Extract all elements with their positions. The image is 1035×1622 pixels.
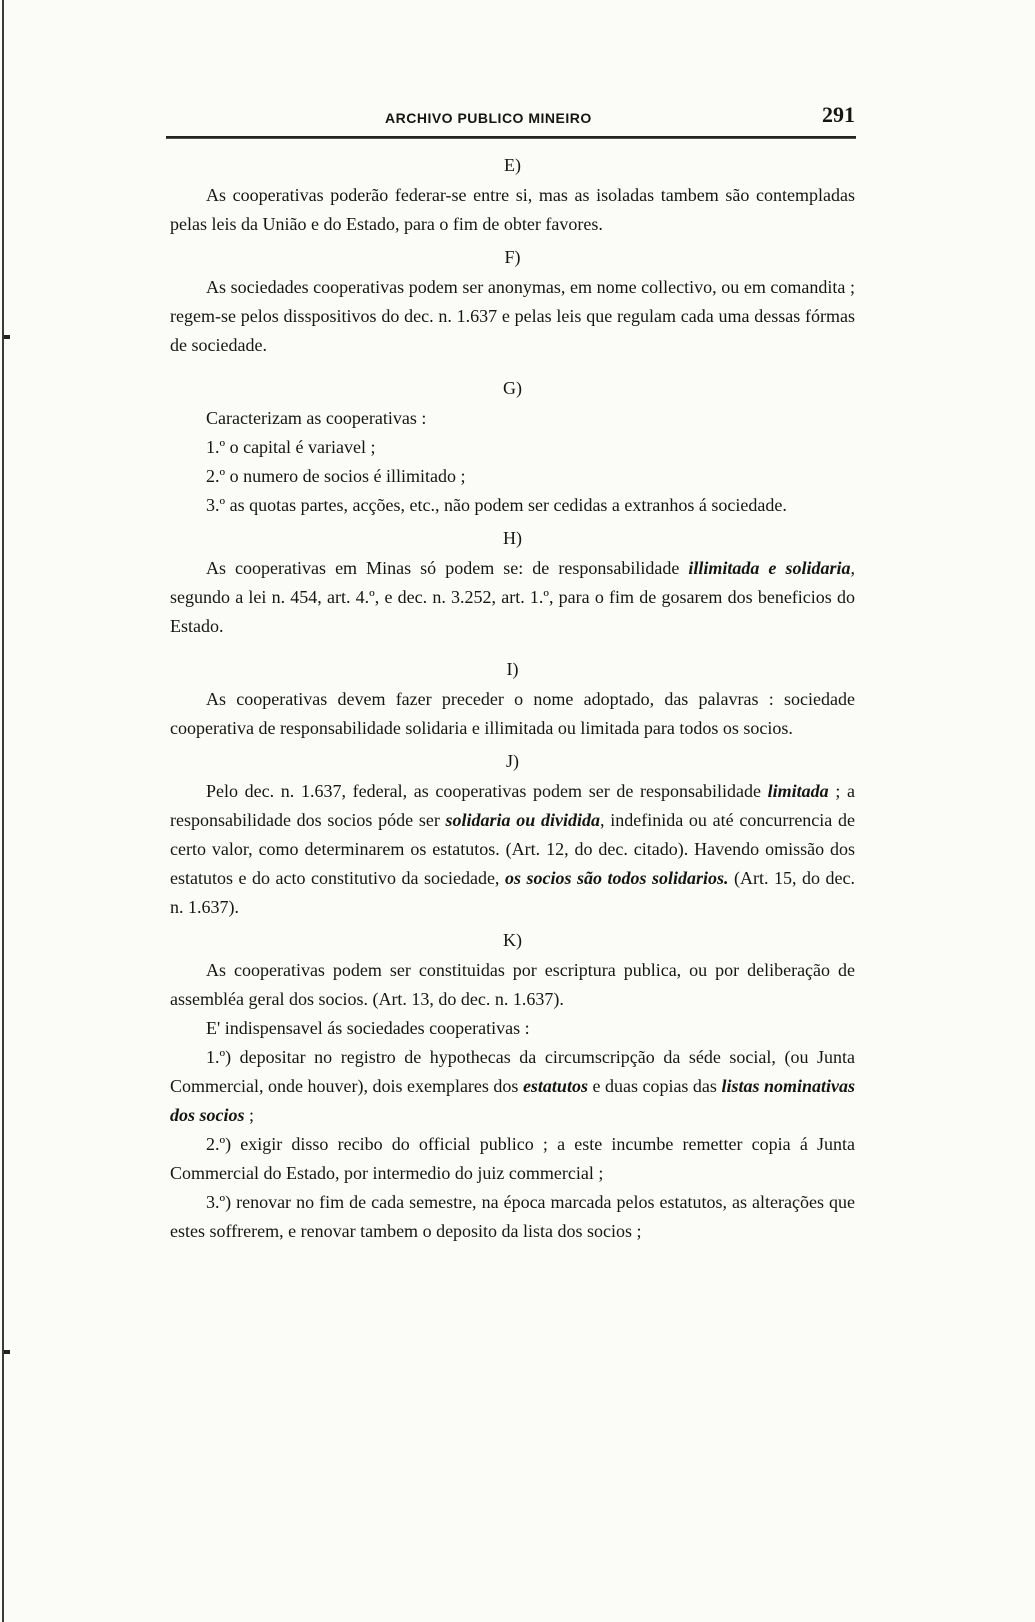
- list-item-g-2: 2.º o numero de socios é illimitado ;: [206, 466, 466, 486]
- paragraph-h-text-a: As cooperativas em Minas só podem se: de responsabilidade: [206, 558, 689, 578]
- paragraph-j-emphasis-3: os socios são todos solidarios.: [504, 868, 729, 888]
- list-item-k-1-emphasis-1: estatutos: [522, 1076, 588, 1096]
- section-heading-e: E): [504, 155, 521, 175]
- section-heading-k: K): [503, 930, 522, 950]
- paragraph-h-text-b: , segundo a lei n. 454, art. 4.º, e dec. n. 3.252, art. 1.º, para o fim de gosarem dos beneficios do Estado.: [170, 558, 855, 636]
- paragraph-h: [170, 554, 855, 641]
- paragraph-f: As sociedades cooperativas podem ser anonymas, em nome collectivo, ou em comandita ; regem-se pelos disspositivos do dec. n. 1.637 e pelas leis que regulam cada uma dessas fórmas de sociedade.: [170, 277, 855, 355]
- section-heading-g: G): [503, 378, 522, 398]
- paragraph-g-intro: Caracterizam as cooperativas :: [206, 408, 427, 428]
- paragraph-j-text-b: ; a responsabilidade dos socios póde ser: [170, 781, 855, 830]
- paragraph-e: As cooperativas poderão federar-se entre si, mas as isoladas tambem são contempladas pelas leis da União e do Estado, para o fim de obter favores.: [170, 185, 855, 234]
- paragraph-h-emphasis: illimitada e solidaria: [688, 558, 851, 578]
- section-heading-j: J): [506, 751, 519, 771]
- page-body: [170, 100, 855, 1246]
- binding-edge: [2, 0, 12, 1622]
- list-item-k-2: 2.º) exigir disso recibo do official publico ; a este incumbe remetter copia á Junta Commercial do Estado, por intermedio do juiz commercial ;: [170, 1134, 855, 1183]
- list-item-g-1: 1.º o capital é variavel ;: [206, 437, 376, 457]
- list-item-k-1-text-c: ;: [244, 1105, 255, 1125]
- gutter-mark: [4, 1350, 10, 1354]
- list-item-k-1-text-a: 1.º) depositar no registro de hypothecas da circumscripção da séde social, (ou Junta Commercial, onde houver), dois exemplares dos: [170, 1047, 855, 1096]
- list-item-g-3: 3.º as quotas partes, acções, etc., não podem ser cedidas a extranhos á sociedade.: [206, 495, 787, 515]
- page-number: 291: [822, 102, 855, 127]
- page-header: [170, 100, 855, 130]
- paragraph-j-emphasis-1: limitada: [767, 781, 829, 801]
- paragraph-k-intro: E' indispensavel ás sociedades cooperativas :: [206, 1018, 530, 1038]
- paragraph-j: [170, 777, 855, 922]
- section-heading-i: I): [506, 659, 519, 679]
- paragraph-j-emphasis-2: solidaria ou dividida: [445, 810, 601, 830]
- section-heading-f: F): [504, 247, 521, 267]
- paragraph-k: As cooperativas podem ser constituidas por escriptura publica, ou por deliberação de assembléa geral dos socios. (Art. 13, do dec. n. 1.637).: [170, 960, 855, 1009]
- paragraph-j-text-c: , indefinida ou até concurrencia de certo valor, como determinarem os estatutos. (Art. 12, do dec. citado). Havendo omissão dos estatutos e do acto constitutivo da sociedade,: [170, 810, 855, 888]
- paragraph-i: As cooperativas devem fazer preceder o nome adoptado, das palavras : sociedade cooperativa de responsabilidade solidaria e illimitada ou limitada para todos os socios.: [170, 689, 855, 738]
- gutter-mark: [4, 335, 10, 339]
- list-item-k-3: 3.º) renovar no fim de cada semestre, na época marcada pelos estatutos, as alterações que estes soffrerem, e renovar tambem o deposito da lista dos socios ;: [170, 1192, 855, 1241]
- list-item-k-1-text-b: e duas copias das: [587, 1076, 722, 1096]
- running-head: ARCHIVO PUBLICO MINEIRO: [385, 110, 592, 126]
- header-rule: [166, 136, 856, 139]
- paragraph-j-text-a: Pelo dec. n. 1.637, federal, as cooperativas podem ser de responsabilidade: [206, 781, 768, 801]
- section-heading-h: H): [503, 528, 522, 548]
- list-item-k-1-emphasis-2: listas nominativas dos socios: [170, 1076, 855, 1125]
- paragraph-j-text-d: (Art. 15, do dec. n. 1.637).: [170, 868, 855, 917]
- list-item-k-1: [170, 1043, 855, 1130]
